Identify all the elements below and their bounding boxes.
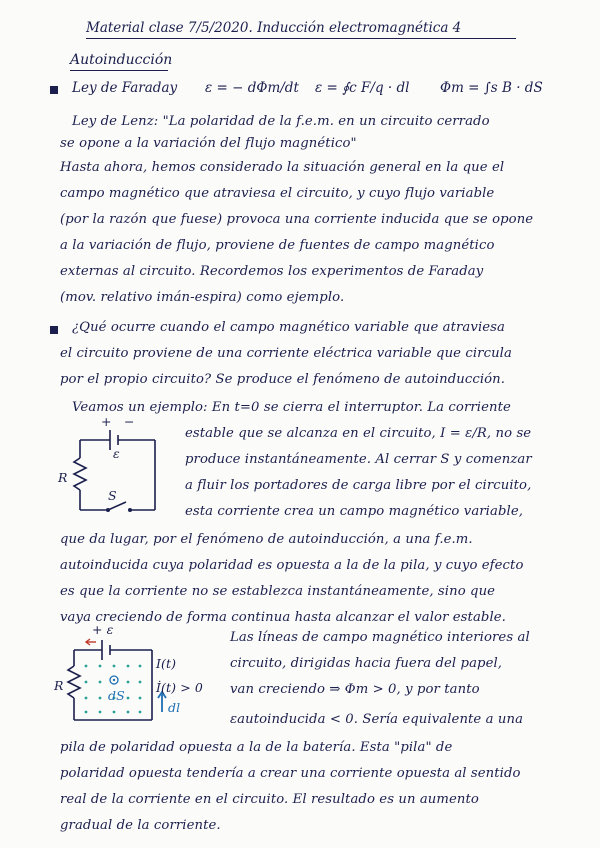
circuit2-dl-label: dl bbox=[168, 700, 181, 715]
example-line-1: Veamos un ejemplo: En t=0 se cierra el interruptor. La corriente bbox=[72, 400, 511, 415]
field-line-3: van creciendo ⇒ Φm > 0, y por tanto bbox=[230, 682, 480, 697]
field-line-1: Las líneas de campo magnético interiores al bbox=[230, 630, 530, 645]
example-line-8: es que la corriente no se establezca instantáneamente, sino que bbox=[60, 584, 496, 599]
question-line-3: por el propio circuito? Se produce el fenómeno de autoinducción. bbox=[60, 372, 506, 387]
para1-line-6: (mov. relativo imán-espira) como ejemplo. bbox=[60, 290, 345, 305]
circuit2-current-rate: İ(t) > 0 bbox=[156, 680, 203, 695]
lenz-line-1: Ley de Lenz: "La polaridad de la f.e.m. en un circuito cerrado bbox=[72, 114, 490, 129]
example-line-3: produce instantáneamente. Al cerrar S y comenzar bbox=[185, 452, 532, 467]
circuit1-emf: ε bbox=[113, 446, 120, 461]
title-underline bbox=[86, 38, 516, 39]
circuit2-ds-label: dS bbox=[108, 688, 125, 703]
circuit1-minus: − bbox=[124, 414, 135, 429]
question-line-1: ¿Qué ocurre cuando el campo magnético variable que atraviesa bbox=[72, 320, 505, 335]
circuit1-plus: + bbox=[101, 414, 112, 429]
example-line-4: a fluir los portadores de carga libre por el circuito, bbox=[185, 478, 532, 493]
final-line-3: real de la corriente en el circuito. El resultado es un aumento bbox=[60, 792, 479, 807]
question-line-2: el circuito proviene de una corriente eléctrica variable que circula bbox=[60, 346, 512, 361]
field-line-4: εautoinducida < 0. Sería equivalente a una bbox=[230, 712, 524, 727]
section-heading: Autoinducción bbox=[70, 52, 173, 68]
circuit2-current-label: I(t) bbox=[156, 656, 177, 671]
circuit2-resistor-label: R bbox=[54, 678, 64, 693]
faraday-label: Ley de Faraday bbox=[72, 80, 178, 96]
field-line-2: circuito, dirigidas hacia fuera del papel, bbox=[230, 656, 503, 671]
example-line-9: vaya creciendo de forma continua hasta alcanzar el valor estable. bbox=[60, 610, 506, 625]
faraday-eq-circulation: ε = ∮c F/q · dl bbox=[315, 80, 410, 96]
example-line-5: esta corriente crea un campo magnético variable, bbox=[185, 504, 524, 519]
bullet-question bbox=[50, 326, 58, 334]
circuit1-resistor-label: R bbox=[58, 470, 68, 485]
para1-line-3: (por la razón que fuese) provoca una corriente inducida que se opone bbox=[60, 212, 534, 227]
lenz-line-2: se opone a la variación del flujo magnético" bbox=[60, 136, 357, 151]
para1-line-4: a la variación de flujo, proviene de fuentes de campo magnético bbox=[60, 238, 495, 253]
example-line-6: que da lugar, por el fenómeno de autoinducción, a una f.e.m. bbox=[60, 532, 473, 547]
section-underline bbox=[70, 70, 168, 71]
circuit-diagram-rl bbox=[60, 418, 170, 518]
final-line-2: polaridad opuesta tendería a crear una corriente opuesta al sentido bbox=[60, 766, 521, 781]
para1-line-1: Hasta ahora, hemos considerado la situación general en la que el bbox=[60, 160, 505, 175]
example-line-7: autoinducida cuya polaridad es opuesta a la de la pila, y cuyo efecto bbox=[60, 558, 524, 573]
page-title: Material clase 7/5/2020. Inducción electromagnética 4 bbox=[86, 20, 462, 36]
final-line-1: pila de polaridad opuesta a la de la batería. Esta "pila" de bbox=[60, 740, 453, 755]
circuit1-switch-label: S bbox=[108, 488, 117, 503]
circuit2-emf-label: + ε bbox=[92, 622, 114, 637]
faraday-eq-emf: ε = − dΦm/dt bbox=[205, 80, 299, 96]
final-line-4: gradual de la corriente. bbox=[60, 818, 221, 833]
example-line-2: estable que se alcanza en el circuito, I = ε/R, no se bbox=[185, 426, 532, 441]
bullet-faraday bbox=[50, 86, 58, 94]
para1-line-5: externas al circuito. Recordemos los experimentos de Faraday bbox=[60, 264, 484, 279]
para1-line-2: campo magnético que atraviesa el circuito, y cuyo flujo variable bbox=[60, 186, 495, 201]
faraday-eq-flux: Φm = ∫s B · dS bbox=[440, 80, 543, 96]
